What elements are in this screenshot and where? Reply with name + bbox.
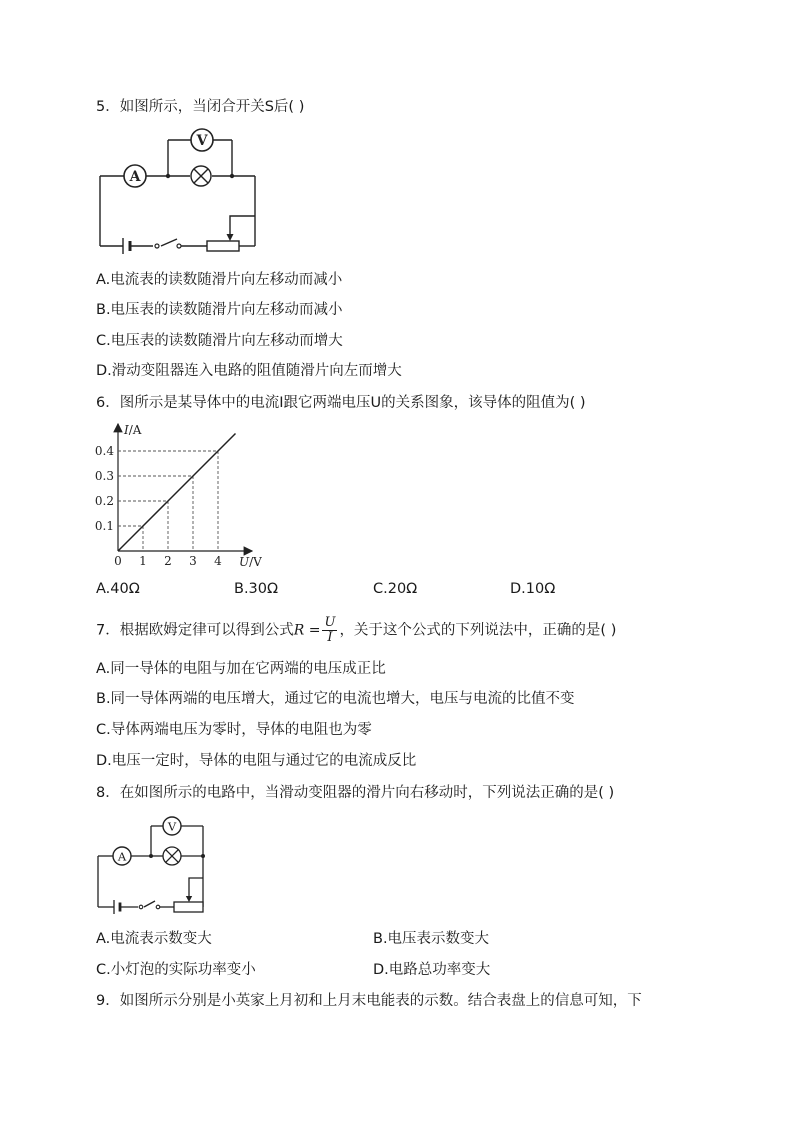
ammeter-icon bbox=[113, 847, 131, 865]
q5-circuit-diagram bbox=[95, 124, 265, 254]
x-axis-label: U/V bbox=[239, 555, 262, 569]
rheostat-icon bbox=[207, 234, 239, 251]
q5-option-d: D.滑动变阻器连入电路的阻值随滑片向左而增大 bbox=[96, 363, 402, 379]
y-tick-label: 0.1 bbox=[94, 519, 114, 533]
svg-text:V: V bbox=[167, 819, 177, 834]
q8-option-b: B.电压表示数变大 bbox=[373, 931, 490, 947]
q7-option-a: A.同一导体的电阻与加在它两端的电压成正比 bbox=[96, 661, 386, 677]
svg-text:V: V bbox=[196, 133, 208, 149]
q8-option-a: A.电流表示数变大 bbox=[96, 931, 212, 947]
y-axis-label: I/A bbox=[124, 423, 142, 437]
lamp-icon bbox=[163, 847, 181, 865]
q6-option-a: A.40Ω bbox=[96, 581, 140, 597]
voltmeter-icon bbox=[163, 817, 181, 835]
x-tick-label: 3 bbox=[189, 554, 197, 568]
battery-icon bbox=[123, 238, 130, 254]
q6-option-b: B.30Ω bbox=[234, 581, 279, 597]
q6-option-d: D.10Ω bbox=[510, 581, 556, 597]
q8-option-d: D.电路总功率变大 bbox=[373, 962, 491, 978]
q7-option-b: B.同一导体两端的电压增大，通过它的电流也增大，电压与电流的比值不变 bbox=[96, 691, 575, 707]
x-tick-label: 2 bbox=[164, 554, 172, 568]
q5-option-c: C.电压表的读数随滑片向左移动而增大 bbox=[96, 333, 343, 349]
q6-options bbox=[96, 579, 696, 599]
q8-option-c: C.小灯泡的实际功率变小 bbox=[96, 962, 256, 978]
y-tick-label: 0.2 bbox=[94, 494, 114, 508]
battery-icon bbox=[114, 900, 120, 914]
svg-text:A: A bbox=[129, 169, 141, 185]
rheostat-icon bbox=[174, 896, 203, 912]
voltmeter-icon bbox=[191, 129, 213, 151]
q7-formula-lhs: R = bbox=[293, 622, 321, 639]
q7-option-c: C.导体两端电压为零时，导体的电阻也为零 bbox=[96, 722, 372, 738]
q5-option-a: A.电流表的读数随滑片向左移动而减小 bbox=[96, 272, 343, 288]
x-tick-label: 4 bbox=[214, 554, 222, 568]
q7-stem bbox=[96, 616, 616, 645]
q6-current-voltage-graph bbox=[90, 420, 275, 575]
q7-formula-fraction: $\frac{U}{I}$ bbox=[324, 615, 336, 645]
q7-stem-post: ，关于这个公式的下列说法中，正确的是( ) bbox=[339, 622, 617, 639]
q8-stem: 8．在如图所示的电路中，当滑动变阻器的滑片向右移动时，下列说法正确的是( ) bbox=[96, 785, 615, 801]
ammeter-icon bbox=[124, 165, 146, 187]
q9-stem: 9．如图所示分别是小英家上月初和上月末电能表的示数。结合表盘上的信息可知，下 bbox=[96, 993, 642, 1009]
q5-option-b: B.电压表的读数随滑片向左移动而减小 bbox=[96, 302, 343, 318]
q6-option-c: C.20Ω bbox=[373, 581, 418, 597]
switch-icon bbox=[155, 244, 181, 248]
switch-icon bbox=[139, 905, 160, 909]
q8-circuit-diagram bbox=[92, 812, 222, 922]
q6-stem: 6．图所示是某导体中的电流I跟它两端电压U的关系图象，该导体的阻值为( ) bbox=[96, 395, 586, 411]
y-tick-label: 0.3 bbox=[94, 469, 114, 483]
x-tick-label: 0 bbox=[114, 554, 122, 568]
q8-options-row-2 bbox=[96, 960, 696, 980]
q7-option-d: D.电压一定时，导体的电阻与通过它的电流成反比 bbox=[96, 753, 417, 769]
svg-text:A: A bbox=[117, 849, 127, 864]
q8-options-row-1 bbox=[96, 929, 696, 949]
q5-stem: 5．如图所示，当闭合开关S后( ) bbox=[96, 99, 305, 115]
x-tick-label: 1 bbox=[139, 554, 147, 568]
lamp-icon bbox=[191, 166, 211, 186]
q7-stem-pre: 7．根据欧姆定律可以得到公式 bbox=[96, 622, 294, 639]
y-tick-label: 0.4 bbox=[94, 444, 114, 458]
